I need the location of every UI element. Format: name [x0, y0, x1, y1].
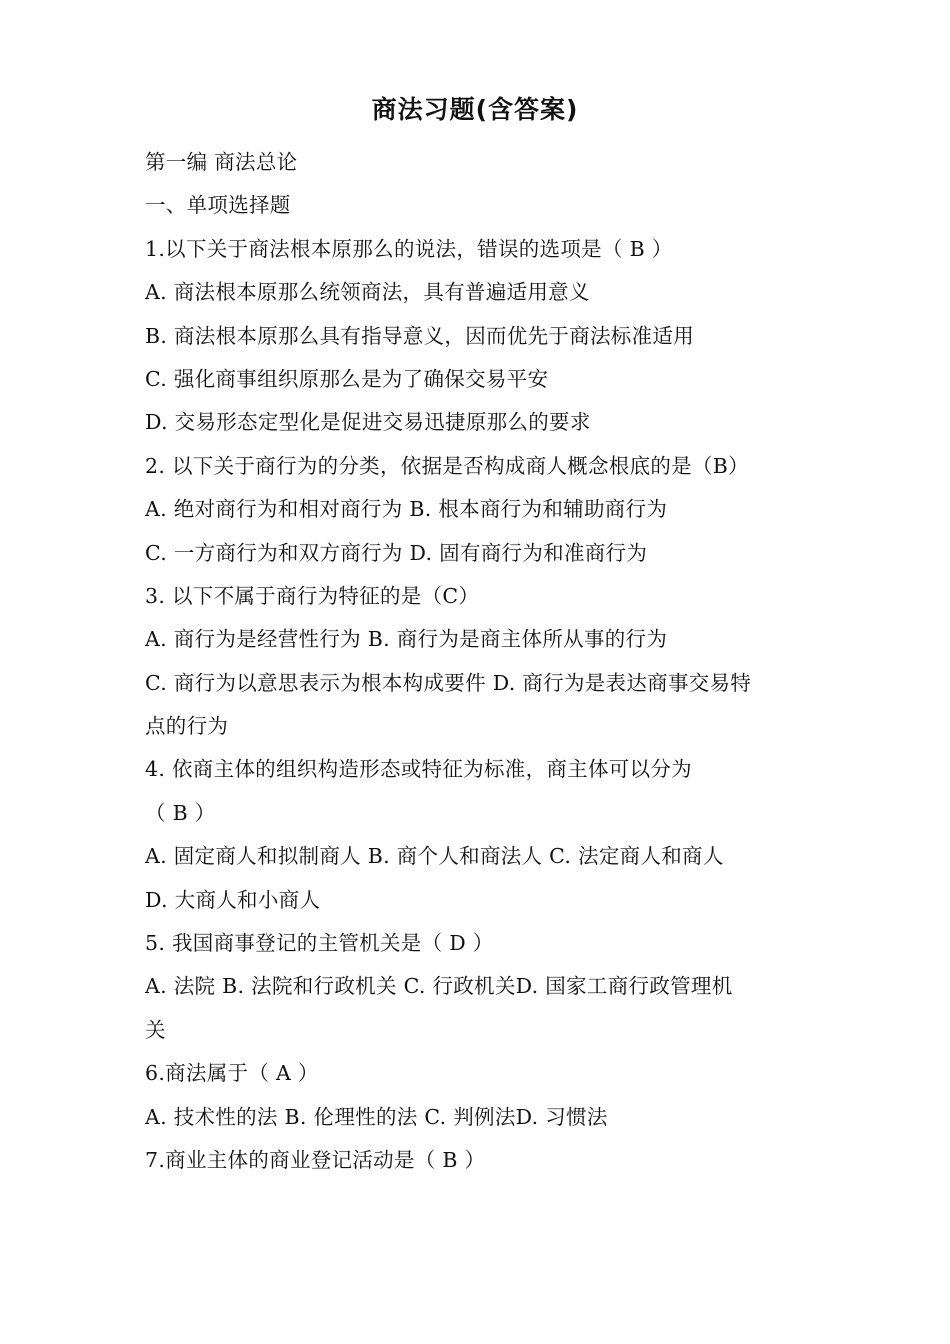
question-2: 2. 以下关于商行为的分类，依据是否构成商人概念根底的是（B）: [145, 453, 749, 478]
question-4-answer: （ B ）: [145, 800, 216, 825]
question-5-options-continued: 关: [145, 1017, 166, 1042]
question-1-option-a: A. 商法根本原那么统领商法，具有普遍适用意义: [145, 280, 590, 305]
question-6-options: A. 技术性的法 B. 伦理性的法 C. 判例法D. 习惯法: [145, 1104, 608, 1129]
document-body: [145, 141, 815, 1182]
question-2-options-ab: A. 绝对商行为和相对商行为 B. 根本商行为和辅助商行为: [145, 497, 668, 522]
question-2-options-cd: C. 一方商行为和双方商行为 D. 固有商行为和准商行为: [145, 540, 648, 565]
question-1: 1.以下关于商法根本原那么的说法，错误的选项是（ B ）: [145, 236, 673, 261]
document-title: 商法习题(含答案): [371, 95, 579, 124]
question-3: 3. 以下不属于商行为特征的是（C）: [145, 583, 480, 608]
question-4-options-abc: A. 固定商人和拟制商人 B. 商个人和商法人 C. 法定商人和商人: [145, 844, 724, 869]
question-4-option-d: D. 大商人和小商人: [145, 887, 321, 912]
question-3-options-cd: C. 商行为以意思表示为根本构成要件 D. 商行为是表达商事交易特: [145, 670, 752, 695]
question-1-option-b: B. 商法根本原那么具有指导意义，因而优先于商法标准适用: [145, 323, 694, 348]
question-5-options: A. 法院 B. 法院和行政机关 C. 行政机关D. 国家工商行政管理机: [145, 974, 733, 999]
question-4: 4. 依商主体的组织构造形态或特征为标准，商主体可以分为: [145, 757, 692, 782]
question-1-option-c: C. 强化商事组织原那么是为了确保交易平安: [145, 366, 549, 391]
question-1-option-d: D. 交易形态定型化是促进交易迅捷原那么的要求: [145, 410, 591, 435]
question-7: 7.商业主体的商业登记活动是（ B ）: [145, 1147, 486, 1172]
section-heading: 第一编 商法总论: [145, 150, 298, 174]
subsection-heading: 一、单项选择题: [145, 193, 291, 218]
question-3-options-cd-continued: 点的行为: [145, 714, 229, 739]
question-6: 6.商法属于（ A ）: [145, 1061, 319, 1086]
question-5: 5. 我国商事登记的主管机关是（ D ）: [145, 931, 494, 956]
question-3-options-ab: A. 商行为是经营性行为 B. 商行为是商主体所从事的行为: [145, 627, 668, 652]
